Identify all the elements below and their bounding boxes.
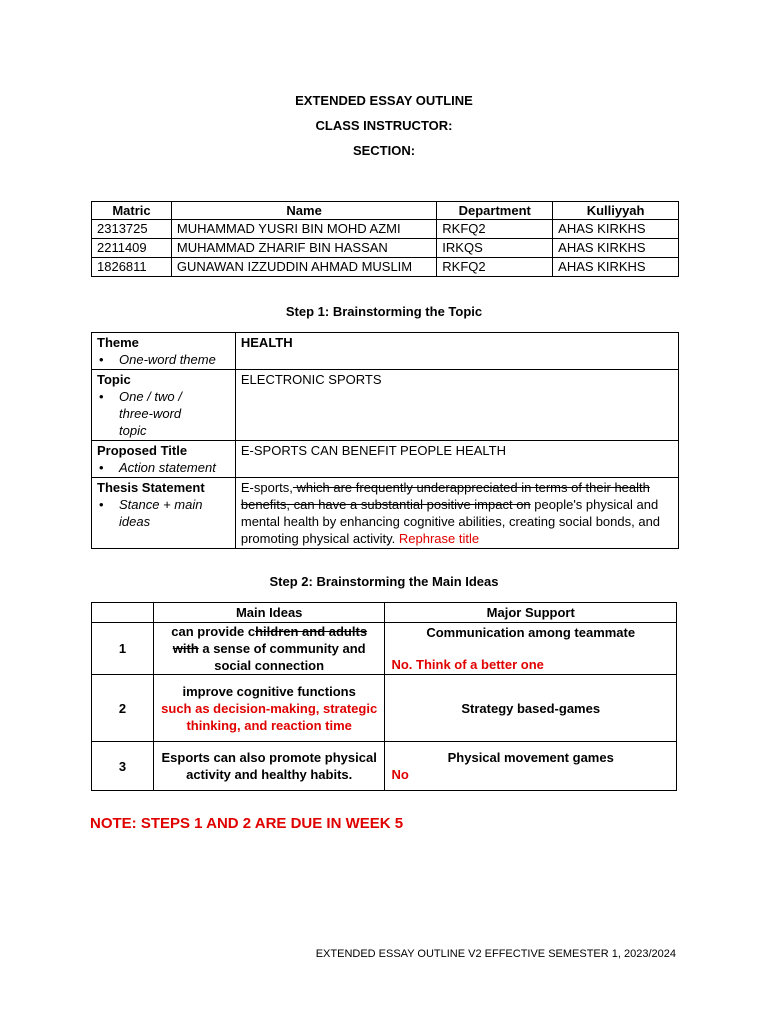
col-header-matric: Matric (92, 202, 172, 220)
major-support-cell (385, 623, 677, 675)
section-label: SECTION: (352, 143, 416, 158)
major-support-text: Communication among teammate (426, 625, 636, 640)
major-support-cell: Strategy based-games (385, 675, 677, 742)
thesis-comment: Rephrase title (398, 531, 480, 546)
step2-table (91, 602, 677, 791)
class-instructor-label: CLASS INSTRUCTOR: (315, 118, 453, 133)
instructor-comment: No (391, 767, 409, 782)
matric-cell: 2313725 (92, 220, 172, 239)
thesis-row (92, 478, 679, 549)
col-header-number (92, 603, 154, 623)
theme-value: HEALTH (240, 335, 293, 350)
table-row (92, 675, 677, 742)
main-idea-struck: hildren and adults with (172, 624, 368, 656)
major-support-text: Physical movement games (447, 750, 614, 765)
topic-row (92, 370, 679, 441)
col-header-department: Department (437, 202, 553, 220)
main-idea-cell (153, 623, 385, 675)
main-idea-text-end: a sense of community and social connection (198, 641, 366, 673)
table-header-row (92, 202, 679, 220)
main-idea-comment: such as decision-making, strategic thinking, and reaction time (161, 700, 378, 733)
main-idea-cell: Esports can also promote physical activity and healthy habits. (153, 742, 385, 791)
name-cell: MUHAMMAD ZHARIF BIN HASSAN (171, 239, 436, 258)
proposed-title-hint: • Action statement (97, 459, 230, 476)
col-header-name: Name (171, 202, 436, 220)
matric-cell: 1826811 (92, 258, 172, 277)
topic-label: Topic (97, 372, 131, 387)
thesis-text-start: E-sports, (240, 480, 293, 495)
kulliyyah-cell: AHAS KIRKHS (553, 258, 679, 277)
table-row (92, 742, 677, 791)
thesis-statement (235, 478, 678, 549)
document-title: EXTENDED ESSAY OUTLINE (295, 93, 473, 108)
name-cell: GUNAWAN IZZUDDIN AHMAD MUSLIM (171, 258, 436, 277)
kulliyyah-cell: AHAS KIRKHS (553, 239, 679, 258)
matric-cell: 2211409 (92, 239, 172, 258)
due-note: NOTE: STEPS 1 AND 2 ARE DUE IN WEEK 5 (90, 815, 404, 832)
instructor-comment: No. Think of a better one (391, 657, 544, 672)
col-header-kulliyyah: Kulliyyah (553, 202, 679, 220)
col-header-major-support: Major Support (385, 603, 677, 623)
topic-hint: • One / two / three-word topic (97, 388, 230, 439)
main-idea-text: can provide c (171, 624, 256, 639)
col-header-main-ideas: Main Ideas (153, 603, 385, 623)
theme-label: Theme (97, 335, 139, 350)
students-table (91, 201, 679, 277)
theme-hint: • One-word theme (97, 351, 230, 368)
table-header-row (92, 603, 677, 623)
step1-table (91, 332, 679, 549)
table-row (92, 623, 677, 675)
topic-value: ELECTRONIC SPORTS (240, 372, 382, 387)
footer-text: EXTENDED ESSAY OUTLINE V2 EFFECTIVE SEMESTER 1, 2023/2024 (315, 948, 676, 960)
theme-row (92, 333, 679, 370)
department-cell: RKFQ2 (437, 258, 553, 277)
thesis-hint: • Stance + main ideas (97, 496, 230, 530)
step1-heading: Step 1: Brainstorming the Topic (285, 304, 483, 319)
thesis-text-end: people's physical and mental health by enhancing cognitive abilities, creating social bonds, and promoting physical activity. (240, 497, 661, 546)
name-cell: MUHAMMAD YUSRI BIN MOHD AZMI (171, 220, 436, 239)
row-number: 2 (92, 675, 154, 742)
table-row (92, 239, 679, 258)
proposed-title-label: Proposed Title (97, 443, 188, 458)
table-row (92, 220, 679, 239)
main-idea-text: improve cognitive functions (182, 683, 356, 699)
department-cell: RKFQ2 (437, 220, 553, 239)
row-number: 1 (92, 623, 154, 675)
proposed-title-value: E-SPORTS CAN BENEFIT PEOPLE HEALTH (240, 443, 506, 458)
thesis-text-struck: which are frequently underappreciated in terms of their health benefits, can have a substantial positive impact on (240, 480, 650, 512)
main-idea-cell (153, 675, 385, 742)
department-cell: IRKQS (437, 239, 553, 258)
step2-heading: Step 2: Brainstorming the Main Ideas (269, 574, 499, 589)
kulliyyah-cell: AHAS KIRKHS (553, 220, 679, 239)
proposed-title-row (92, 441, 679, 478)
major-support-cell (385, 742, 677, 791)
row-number: 3 (92, 742, 154, 791)
table-row (92, 258, 679, 277)
thesis-label: Thesis Statement (97, 480, 205, 495)
